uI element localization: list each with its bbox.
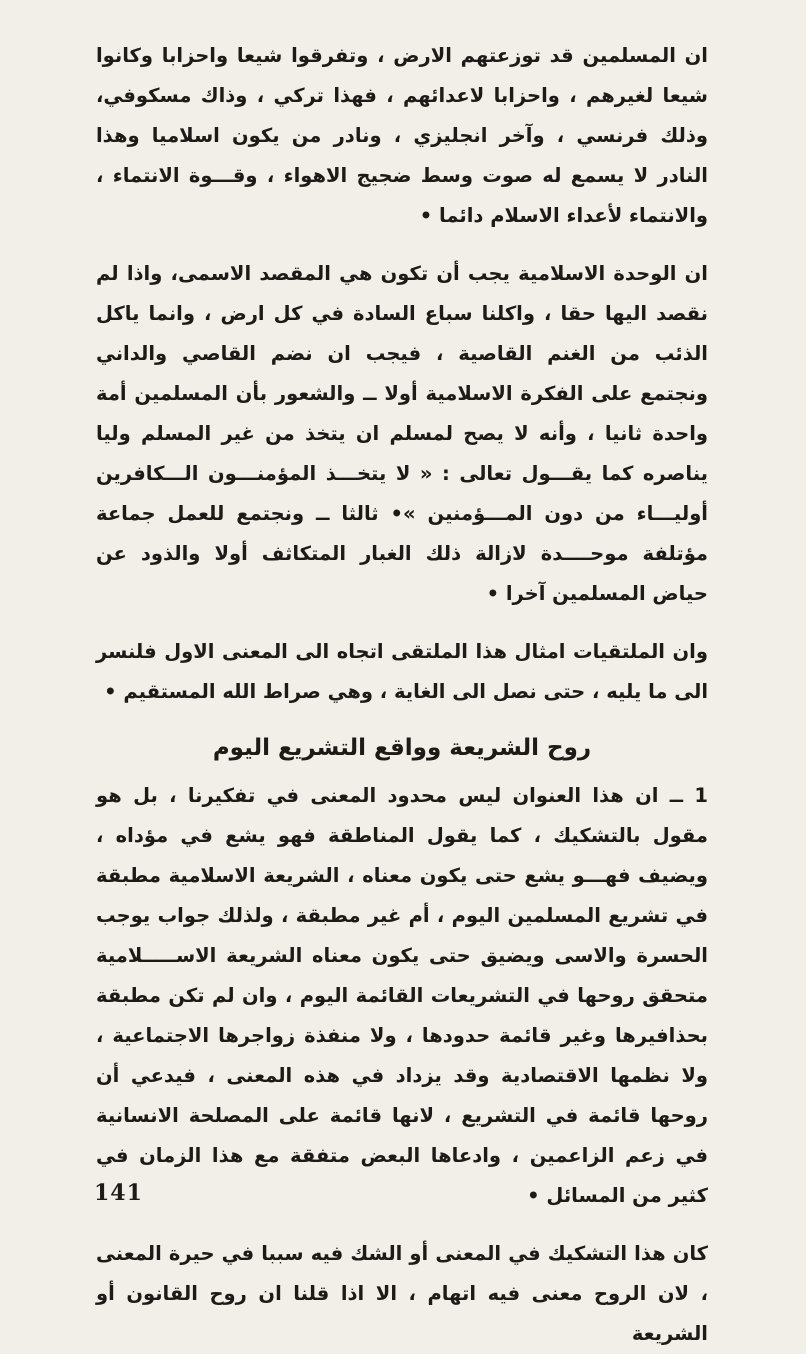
section-paragraph-2: كان هذا التشكيك في المعنى أو الشك فيه سببا في حيرة المعنى ، لان الروح معنى فيه اتهام ، الا اذا قلنا ان روح القانون أو الشريعة	[96, 1242, 708, 1345]
paragraph-2: ان الوحدة الاسلامية يجب أن تكون هي المقصد الاسمى، واذا لم نقصد اليها حقا ، واكلنا سباع السادة في كل ارض ، وانما ياكل الذئب من الغنم القاصية ، فيجب ان نضم القاصي والداني ونجتمع على الفكرة الاسلامية أولا ــ والشعور بأن المسلمين أمة واحدة ثانيا ، وأنه لا يصح لمسلم ان يتخذ من غير المسلم وليا يناصره كما يقـــول تعالى : « لا يتخـــذ المؤمنـــون الـــكافرين أوليـــاء من دون المـــؤمنين »• ثالثا ــ ونجتمع للعمل جماعة مؤتلفة موحــــدة لازالة ذلك الغبار المتكاثف أولا والذود عن حياض المسلمين آخرا •	[96, 262, 708, 605]
section-heading: روح الشريعة وواقع التشريع اليوم	[212, 735, 592, 761]
paragraph-3: وان الملتقيات امثال هذا الملتقى اتجاه الى المعنى الاول فلنسر الى ما يليه ، حتى نصل الى الغاية ، وهي صراط الله المستقيم •	[96, 640, 708, 703]
page-number: 141	[94, 1180, 143, 1206]
body-text	[96, 36, 708, 1354]
section-paragraph-1: 1 ــ ان هذا العنوان ليس محدود المعنى في تفكيرنا ، بل هو مقول بالتشكيك ، كما يقول المناطقة فهو يشع في مؤداه ، ويضيف فهـــو يشع حتى يكون معناه ، الشريعة الاسلامية مطبقة في تشريع المسلمين اليوم ، أم غير مطبقة ، ولذلك جواب يوجب الحسرة والاسى ويضيق حتى يكون معناه الشريعة الاســـــلامية متحقق روحها في التشريعات القائمة اليوم ، وان لم تكن مطبقة بحذافيرها وغير قائمة حدودها ، ولا منفذة زواجرها الاجتماعية ، ولا نظمها الاقتصادية وقد يزداد في هذه المعنى ، فيدعي أن روحها قائمة في التشريع ، لانها قائمة على المصلحة الانسانية في زعم الزاعمين ، وادعاها البعض متفقة مع هذا الزمان في كثير من المسائل •	[96, 784, 708, 1207]
paragraph-1: ان المسلمين قد توزعتهم الارض ، وتفرقوا شيعا واحزابا وكانوا شيعا لغيرهم ، واحزابا لاعدائهم ، فهذا تركي ، وذاك مسكوفي، وذلك فرنسي ، وآخر انجليزي ، ونادر من يكون اسلاميا وهذا النادر لا يسمع له صوت وسط ضجيج الاهواء ، وقـــوة الانتماء ، والانتماء لأعداء الاسلام دائما •	[96, 44, 708, 227]
